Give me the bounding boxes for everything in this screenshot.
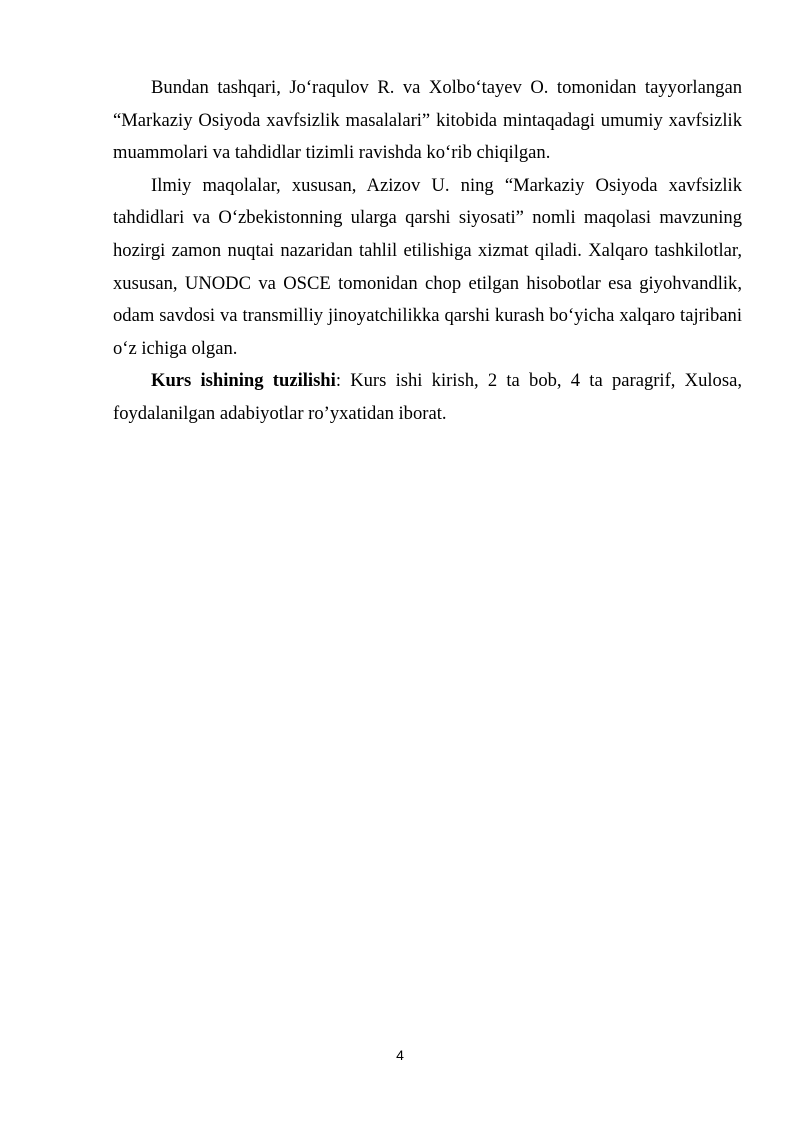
page-number: 4 bbox=[396, 1047, 404, 1063]
paragraph-articles-reports bbox=[113, 170, 742, 366]
body-text bbox=[113, 72, 742, 431]
paragraph-text: : Kurs ishi kirish, 2 ta bob, 4 ta paragrif, Xulosa, foydalanilgan adabiyotlar ro’yxatidan iborat. bbox=[113, 370, 742, 424]
paragraph-course-structure bbox=[113, 365, 742, 430]
paragraph-text: Ilmiy maqolalar, xususan, Azizov U. ning “Markaziy Osiyoda xavfsizlik tahdidlari va O‘zbekistonning ularga qarshi siyosati” nomli maqolasi mavzuning hozirgi zamon nuqtai nazaridan tahlil etilishiga xizmat qiladi. Xalqaro tashkilotlar, xususan, UNODC va OSCE tomonidan chop etilgan hisobotlar esa giyohvandlik, odam savdosi va transmilliy jinoyatchilikka qarshi kurash bo‘yicha xalqaro tajribani o‘z ichiga olgan. bbox=[113, 174, 742, 359]
paragraph-literature-book bbox=[113, 72, 742, 170]
paragraph-text: Bundan tashqari, Jo‘raqulov R. va Xolbo‘tayev O. tomonidan tayyorlangan “Markaziy Osiyoda xavfsizlik masalalari” kitobida mintaqadagi umumiy xavfsizlik muammolari va tahdidlar tizimli ravishda ko‘rib chiqilgan. bbox=[113, 77, 742, 164]
structure-heading: Kurs ishining tuzilishi bbox=[151, 370, 336, 392]
